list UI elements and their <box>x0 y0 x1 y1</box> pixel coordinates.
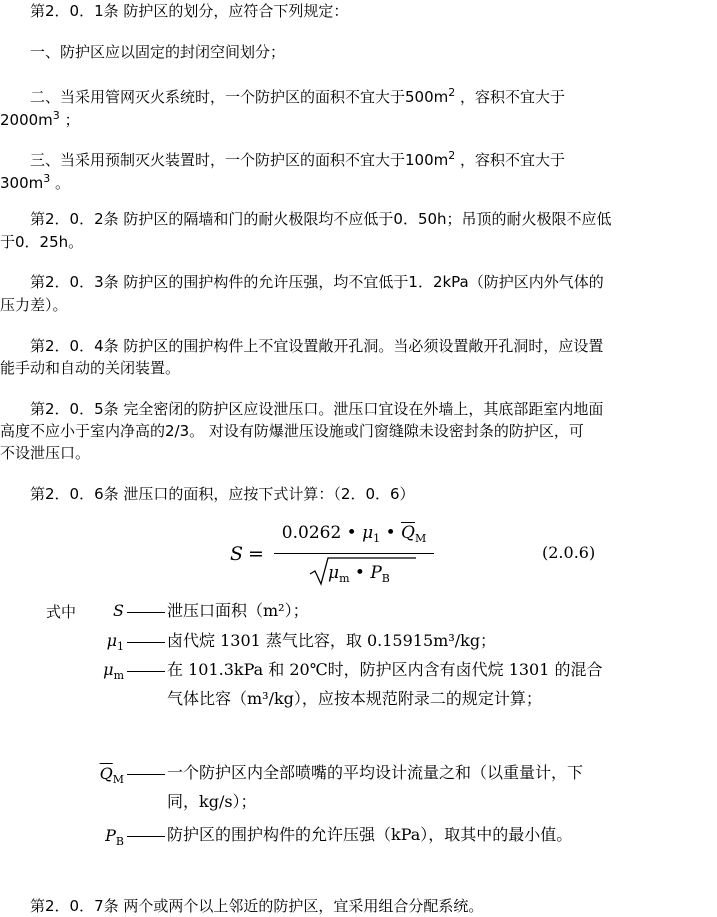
dash <box>127 774 165 775</box>
article-2-0-6: 第2．0．6条 泄压口的面积，应按下式计算：（2．0．6） <box>30 485 415 503</box>
symbol-mu1: $\mu_1$ <box>106 631 124 653</box>
article-2-0-3-line-2: 压力差）。 <box>0 296 68 314</box>
symbol-S: S <box>113 601 124 620</box>
dash <box>127 836 165 837</box>
definition-QM: 一个防护区内全部喷嘴的平均设计流量之和（以重量计，下同，kg/s）； <box>167 763 584 811</box>
dash <box>127 612 165 613</box>
definition-S: 泄压口面积（m²）； <box>167 601 309 620</box>
article-2-0-3-line-1: 第2．0．3条 防护区的围护构件的允许压强，均不宜低于1．2kPa（防护区内外气体的 <box>30 273 604 291</box>
item-2-line-2: $2000m^3$ ； <box>0 109 80 129</box>
formula-tag: (2.0.6) <box>542 543 596 562</box>
formula-numerator: 0.0262 • $\mu_1$ • $\overline{Q}_M$ <box>281 523 427 545</box>
article-2-0-5-line-3: 不设泄压口。 <box>0 444 91 462</box>
where-clause <box>0 596 717 876</box>
article-2-0-7: 第2．0．7条 两个或两个以上邻近的防护区，宜采用组合分配系统。 <box>30 897 484 915</box>
definition-PB: 防护区的围护构件的允许压强（kPa），取其中的最小值。 <box>167 825 573 844</box>
definition-mu1: 卤代烷 1301 蒸气比容，取 0.15915m³/kg； <box>167 631 497 650</box>
formula-denominator: $\mu_m$ • $P_B$ <box>328 563 390 585</box>
article-2-0-5-line-2: 高度不应小于室内净高的2/3。 对设有防爆泄压设施或门窗缝隙未设密封条的防护区，可 <box>0 422 584 440</box>
dash <box>127 642 165 643</box>
article-2-0-2-line-1: 第2．0．2条 防护区的隔墙和门的耐火极限均不应低于0．50h；吊顶的耐火极限不应低 <box>30 210 612 228</box>
article-2-0-4-line-2: 能手动和自动的关闭装置。 <box>0 359 181 377</box>
definition-mum: 在 101.3kPa 和 20℃时，防护区内含有卤代烷 1301 的混合气体比容（m³/kg），应按本规范附录二的规定计算； <box>167 660 603 708</box>
symbol-QM: $\overline{Q}_M$ <box>99 764 124 786</box>
symbol-PB: $P_B$ <box>105 826 124 848</box>
article-2-0-2-line-2: 于0．25h。 <box>0 233 84 251</box>
symbol-mum: $\mu_m$ <box>103 660 124 682</box>
item-1: 一、防护区应以固定的封闭空间划分； <box>30 43 286 61</box>
item-2-line-1: 二、当采用管网灭火系统时，一个防护区的面积不宜大于$500m^2$ ，容积不宜大于 <box>30 86 566 106</box>
formula-lhs: S <box>230 543 244 565</box>
formula-fraction-bar <box>274 553 434 554</box>
where-label: 式中 <box>46 603 77 621</box>
item-3-line-2: $300m^3$ 。 <box>0 172 71 192</box>
article-2-0-4-line-1: 第2．0．4条 防护区的围护构件上不宜设置敞开孔洞。当必须设置敞开孔洞时，应设置 <box>30 337 604 355</box>
article-2-0-5-line-1: 第2．0．5条 完全密闭的防护区应设泄压口。泄压口宜设在外墙上，其底部距室内地面 <box>30 400 604 418</box>
formula-equals: = <box>248 543 264 565</box>
article-2-0-1: 第2．0．1条 防护区的划分，应符合下列规定： <box>30 2 349 20</box>
item-3-line-1: 三、当采用预制灭火装置时，一个防护区的面积不宜大于$100m^2$ ，容积不宜大于 <box>30 149 566 169</box>
formula-2-0-6 <box>230 523 630 593</box>
dash <box>127 671 165 672</box>
